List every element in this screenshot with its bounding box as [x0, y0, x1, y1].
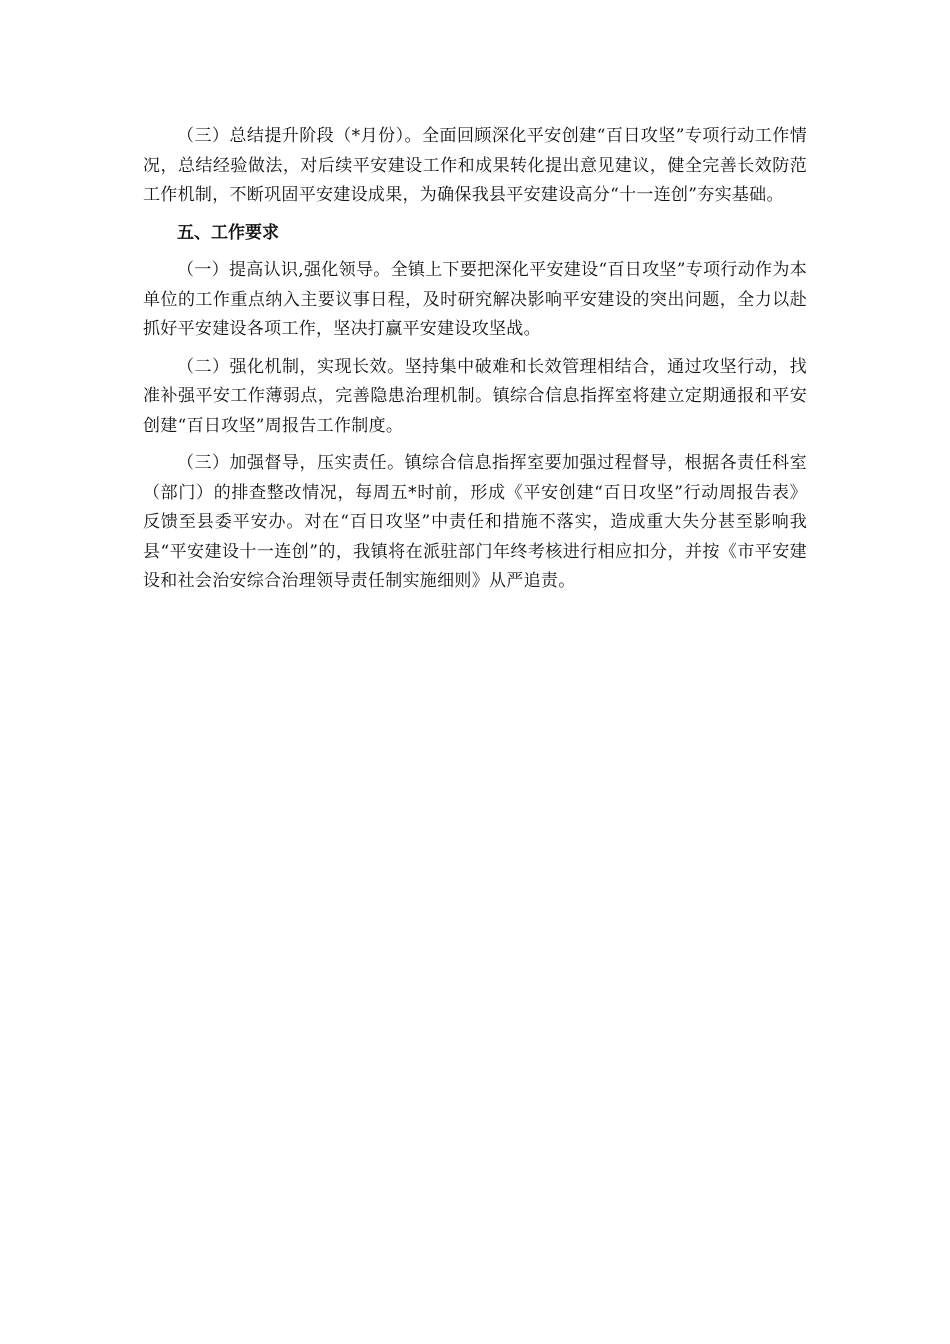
document-body — [143, 122, 807, 605]
paragraph-requirement-two: （二）强化机制，实现长效。坚持集中破难和长效管理相结合，通过攻坚行动，找准补强平安工作薄弱点，完善隐患治理机制。镇综合信息指挥室将建立定期通报和平安创建“百日攻坚”周报告工作制度。 — [143, 356, 807, 436]
paragraph-stage-three: （三）总结提升阶段（*月份）。全面回顾深化平安创建“百日攻坚”专项行动工作情况，总结经验做法，对后续平安建设工作和成果转化提出意见建议，健全完善长效防范工作机制，不断巩固平安建设成果，为确保我县平安建设高分“十一连创”夯实基础。 — [143, 126, 807, 205]
paragraph-requirement-one: （一）提高认识,强化领导。全镇上下要把深化平安建设“百日攻坚”专项行动作为本单位的工作重点纳入主要议事日程，及时研究解决影响平安建设的突出问题，全力以赴抓好平安建设各项工作，坚决打赢平安建设攻坚战。 — [143, 260, 807, 339]
paragraph-requirement-three: （三）加强督导，压实责任。镇综合信息指挥室要加强过程督导，根据各责任科室（部门）的排查整改情况，每周五*时前，形成《平安创建“百日攻坚”行动周报告表》反馈至县委平安办。对在“百日攻坚”中责任和措施不落实，造成重大失分甚至影响我县“平安建设十一连创”的，我镇将在派驻部门年终考核进行相应扣分，并按《市平安建设和社会治安综合治理领导责任制实施细则》从严追责。 — [143, 453, 807, 591]
section-heading-work-requirements: 五、工作要求 — [177, 222, 279, 243]
